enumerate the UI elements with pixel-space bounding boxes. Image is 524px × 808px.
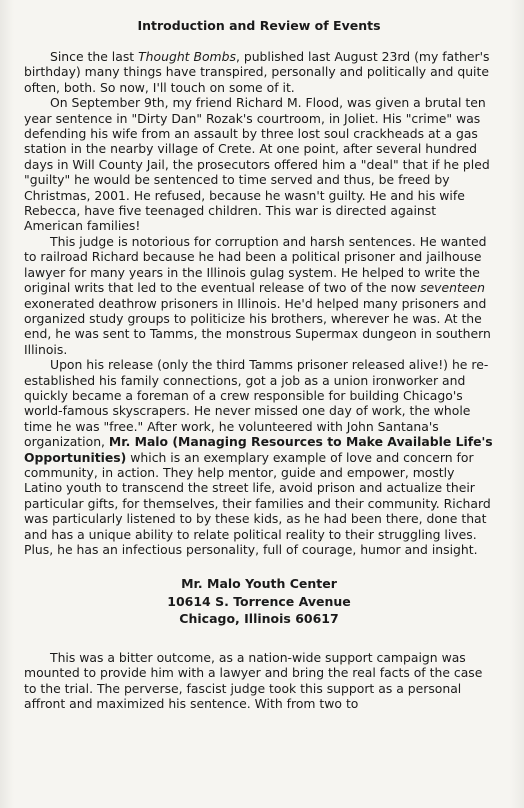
address-city: Chicago, Illinois 60617 bbox=[179, 611, 339, 627]
paragraph bbox=[24, 49, 494, 95]
document-title: Introduction and Review of Events bbox=[137, 18, 381, 33]
text-segment: Mr. Malo (Managing Resources to Make Available Life's Opportunities) bbox=[24, 434, 493, 465]
closing-paragraph: This was a bitter outcome, as a nation-wide support campaign was mounted to provide him with a lawyer and bring the real facts of the case to the trial. The perverse, fascist judge took this support as a personal affront and maximized his sentence. With from two to bbox=[24, 649, 483, 712]
text-segment: Thought Bombs bbox=[138, 49, 236, 64]
text-segment: exonerated deathrow prisoners in Illinois. He'd helped many prisoners and organized study groups to politicize his brothers, wherever he was. At the end, he was sent to Tamms, the monstrous Supermax dungeon in southern Illinois. bbox=[24, 295, 491, 357]
address-street: 10614 S. Torrence Avenue bbox=[167, 593, 351, 609]
text-segment: This judge is notorious for corruption and harsh sentences. He wanted to railroad Richard because he had been a political prisoner and jailhouse lawyer for many years in the Illinois gulag system. He helped to write the original writs that led to the eventual release of two of the now bbox=[24, 233, 487, 296]
paragraph bbox=[24, 95, 494, 234]
paragraph bbox=[24, 234, 494, 357]
text-segment: , published last August 23rd (my father's birthday) many things have transpired, personally and politically and quite often, both. So now, I'll touch on some of it. bbox=[24, 49, 490, 95]
text-segment: which is an exemplary example of love and concern for community, in action. They help mentor, guide and empower, mostly Latino youth to transcend the street life, avoid prison and actualize their particular gifts, for themselves, their families and their community. Richard was particularly listened to by these kids, as he had been there, done that and has a unique ability to relate political reality to their struggling lives. Plus, he has an infectious personality, full of courage, humor and insight. bbox=[24, 449, 491, 557]
text-segment: seventeen bbox=[420, 280, 485, 296]
text-segment: On September 9th, my friend Richard M. Flood, was given a brutal ten year sentence in "Dirty Dan" Rozak's courtroom, in Joliet. His "crime" was defending his wife from an assault by three lost soul crackheads at a gas station in the nearby village of Crete. At one point, after several hundred days in Will County Jail, the prosecutors offered him a "deal" that if he pled "guilty" he would be sentenced to time served and thus, be freed by Christmas, 2001. He refused, because he wasn't guilty. He and his wife Rebecca, have five teenaged children. This war is directed against American families! bbox=[24, 95, 490, 234]
text-segment: Since the last bbox=[50, 49, 139, 64]
paragraph bbox=[24, 357, 494, 557]
address-block bbox=[24, 575, 494, 628]
body-paragraphs bbox=[24, 49, 494, 557]
text-segment: Upon his release (only the third Tamms prisoner released alive!) he re-established his family connections, got a job as a union ironworker and quickly became a foreman of a crew responsible for building Chicago's world-famous skyscrapers. He never missed one day of work, the whole time he was "free." After work, he volunteered with John Santana's organization, bbox=[24, 357, 489, 450]
address-name: Mr. Malo Youth Center bbox=[181, 576, 337, 592]
